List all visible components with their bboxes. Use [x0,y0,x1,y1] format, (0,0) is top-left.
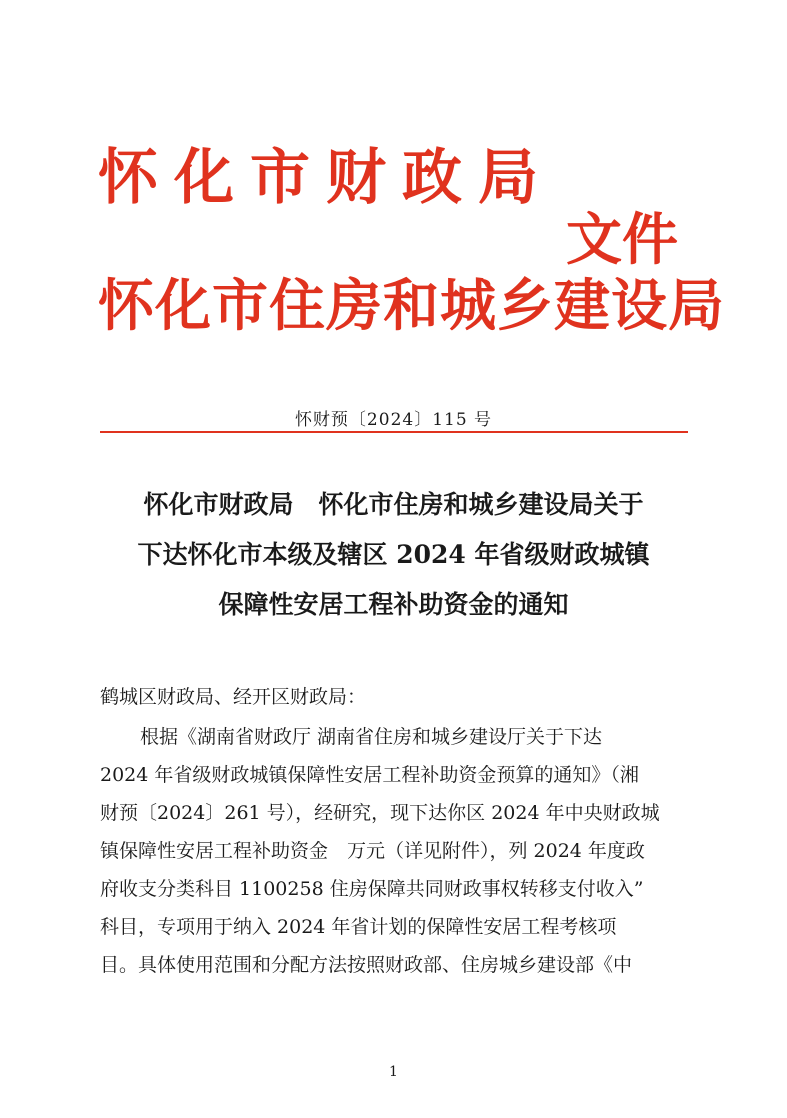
page-number: 1 [389,1064,398,1080]
body-paragraph [100,718,700,984]
body-line: 科目，专项用于纳入 2024 年省计划的保障性安居工程考核项 [100,916,617,938]
title-line: 保障性安居工程补助资金的通知 [218,590,569,619]
issuer-name-finance-bureau: 怀化市财政局 [98,143,554,213]
red-divider-line [100,431,688,433]
title-line: 下达怀化市本级及辖区 2024 年省级财政城镇 [137,540,650,569]
body-line: 目。具体使用范围和分配方法按照财政部、住房城乡建设部《中 [100,954,633,976]
document-type-label: 文件 [566,208,678,273]
body-line: 2024 年省级财政城镇保障性安居工程补助资金预算的通知》（湘 [100,764,639,786]
body-line: 府收支分类科目 1100258 住房保障共同财政事权转移支付收入” [100,878,644,900]
recipient-line: 鹤城区财政局、经开区财政局： [100,686,367,708]
body-line: 财预〔2024〕261 号），经研究，现下达你区 2024 年中央财政城 [100,802,660,824]
title-line: 怀化市财政局 怀化市住房和城乡建设局关于 [143,490,644,519]
document-title [0,480,787,630]
body-line: 根据《湖南省财政厅 湖南省住房和城乡建设厅关于下达 [140,726,603,748]
document-number: 怀财预〔2024〕115 号 [294,410,493,430]
issuer-name-housing-bureau: 怀化市住房和城乡建设局 [98,274,725,339]
body-line: 镇保障性安居工程补助资金 万元（详见附件），列 2024 年度政 [100,840,645,862]
